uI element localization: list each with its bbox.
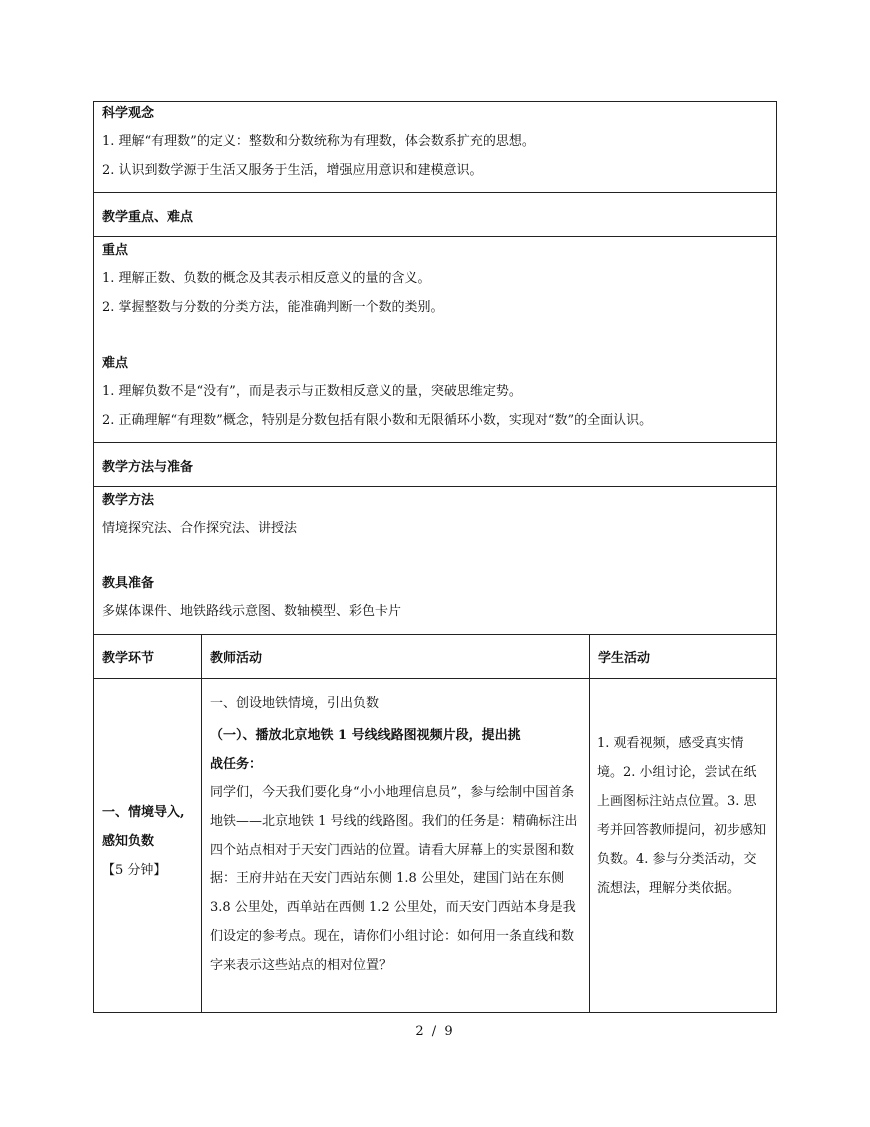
key-point-2: 2. 掌握整数与分数的分类方法，能准确判断一个数的类别。	[102, 300, 444, 315]
method-heading: 教学方法	[102, 493, 155, 508]
teacher-task-line-1: （一）、播放北京地铁 1 号线线路图视频片段，提出挑	[210, 728, 521, 743]
divider	[94, 486, 776, 487]
student-activity-cell	[590, 679, 776, 1012]
header-student: 学生活动	[598, 651, 651, 666]
focus-section-title: 教学重点、难点	[102, 210, 194, 225]
divider	[94, 236, 776, 237]
science-heading: 科学观念	[102, 106, 155, 121]
stage-time: 【5 分钟】	[102, 863, 167, 878]
student-activities: 1. 观看视频，感受真实情境。2. 小组讨论，尝试在纸上画图标注站点位置。3. 思考并回答教师提问，初步感知负数。4. 参与分类活动，交流想法，理解分类依据。	[597, 736, 767, 896]
page-number: 2 / 9	[415, 1024, 455, 1039]
difficult-point-2: 2. 正确理解“有理数”概念，特别是分数包括有限小数和无限循环小数，实现对“数”的全面认识。	[102, 413, 653, 428]
header-stage: 教学环节	[102, 651, 155, 666]
teacher-activity-cell	[202, 679, 589, 1012]
stage-title-line-1: 一、情境导入,	[102, 805, 185, 820]
teacher-paragraph: 同学们，今天我们要化身“小小地理信息员”，参与绘制中国首条地铁——北京地铁 1 号线的线路图。我们的任务是：精确标注出四个站点相对于天安门西站的位置。请看大屏幕上的实景图和数据：王府井站在天安门西站东侧 1.8 公里处，建国门站在东侧 3.8 公里处，西单站在西侧 1.2 公里处，而天安门西站本身是我们设定的参考点。现在，请你们小组讨论：如何用一条直线和数字来表示这些站点的相对位置？	[210, 785, 578, 973]
key-point-1: 1. 理解正数、负数的概念及其表示相反意义的量的含义。	[102, 271, 431, 286]
header-teacher: 教师活动	[210, 651, 263, 666]
lesson-plan-table	[93, 101, 777, 1013]
divider	[94, 634, 776, 635]
stage-title-line-2: 感知负数	[102, 834, 155, 849]
teacher-task-line-2: 战任务：	[210, 757, 263, 772]
difficult-points-heading: 难点	[102, 356, 129, 371]
prep-heading: 教具准备	[102, 576, 155, 591]
methods-section-title: 教学方法与准备	[102, 460, 194, 475]
science-item-2: 2. 认识到数学源于生活又服务于生活，增强应用意识和建模意识。	[102, 163, 483, 178]
science-item-1: 1. 理解“有理数”的定义：整数和分数统称为有理数，体会数系扩充的思想。	[102, 134, 535, 149]
difficult-point-1: 1. 理解负数不是“没有”，而是表示与正数相反意义的量，突破思维定势。	[102, 384, 522, 399]
teacher-intro: 一、创设地铁情境，引出负数	[210, 696, 380, 711]
method-text: 情境探究法、合作探究法、讲授法	[102, 521, 298, 536]
prep-text: 多媒体课件、地铁路线示意图、数轴模型、彩色卡片	[102, 604, 402, 619]
divider	[94, 442, 776, 443]
key-points-heading: 重点	[102, 243, 129, 258]
divider	[94, 192, 776, 193]
